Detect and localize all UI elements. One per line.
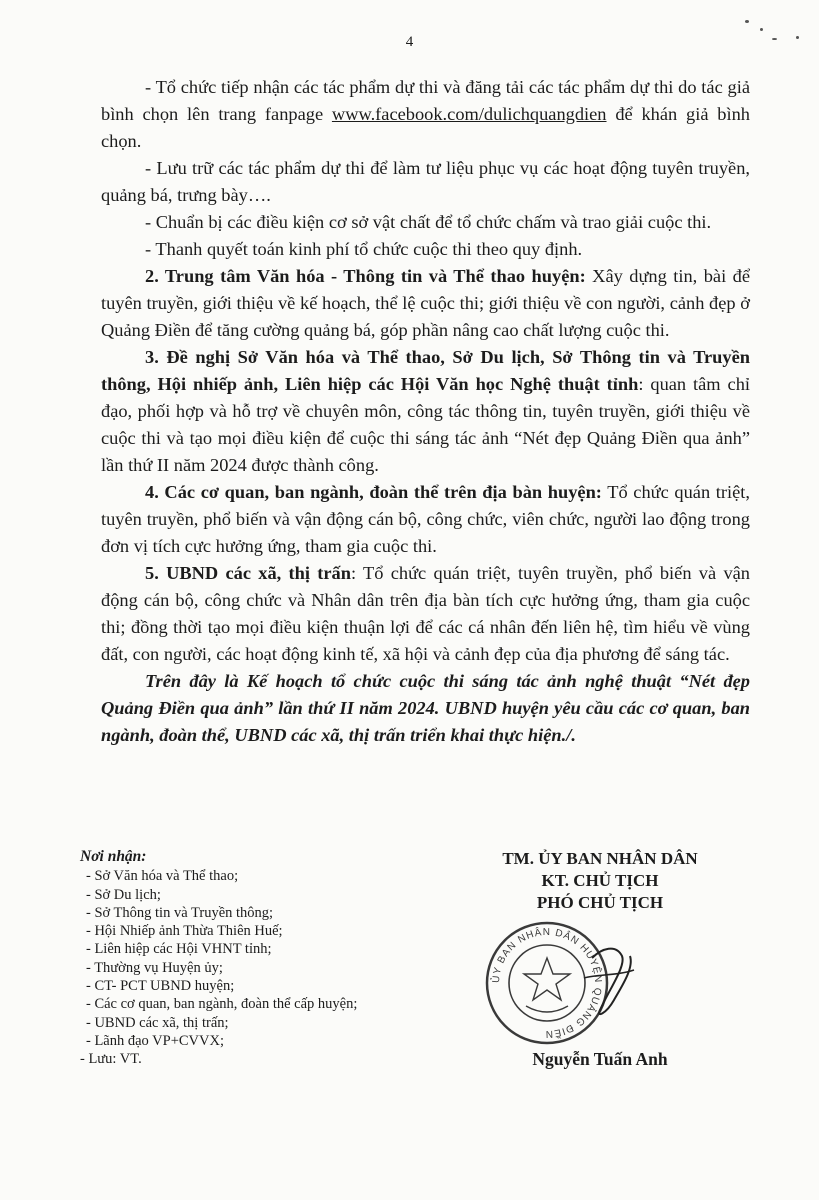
seal-text: ỦY BAN NHÂN DÂN HUYỆN QUẢNG ĐIỀN (490, 926, 604, 1040)
official-seal-and-signature (484, 918, 654, 1048)
recipient-item: - Liên hiệp các Hội VHNT tỉnh; (86, 941, 272, 958)
closing-paragraph: Trên đây là Kế hoạch tổ chức cuộc thi sáng tác ảnh nghệ thuật “Nét đẹp Quảng Điền qua ảnh” lần thứ II năm 2024. UBND huyện yêu cầu các cơ quan, ban ngành, đoàn thể, UBND các xã, thị trấn triển khai thực hiện./. (101, 671, 750, 745)
paragraph-item-3 (101, 344, 750, 479)
paragraph-heading: 3. Đề nghị Sở Văn hóa và Thể thao, Sở Du lịch, Sở Thông tin và Truyền thông, Hội nhiếp ảnh, Liên hiệp các Hội Văn học Nghệ thuật tỉnh (101, 347, 750, 394)
signature-title-block (470, 848, 730, 914)
scan-speck (745, 20, 749, 23)
recipients-heading: Nơi nhận: (80, 848, 147, 865)
recipient-item: - Thường vụ Huyện ủy; (86, 959, 223, 976)
page-number: 4 (405, 34, 414, 50)
paragraph-heading: 2. Trung tâm Văn hóa - Thông tin và Thể thao huyện: (145, 266, 586, 286)
paragraph-text: Tổ chức quán triệt, tuyên truyền, phổ biến và vận động cán bộ, công chức, viên chức, người lao động trong đơn vị tích cực hưởng ứng, tham gia cuộc thi. (101, 482, 750, 556)
signer-name: Nguyễn Tuấn Anh (532, 1049, 668, 1069)
paragraph-text: - Chuẩn bị các điều kiện cơ sở vật chất để tổ chức chấm và trao giải cuộc thi. (145, 212, 712, 232)
recipient-item: - Hội Nhiếp ảnh Thừa Thiên Huế; (86, 923, 283, 940)
paragraph-item-5 (101, 560, 750, 668)
recipient-item-archive: - Lưu: VT. (80, 1051, 142, 1068)
scan-speck (772, 38, 777, 40)
signature-line-2: KT. CHỦ TỊCH (541, 871, 659, 890)
svg-text:ỦY BAN NHÂN DÂN HUYỆN QUẢNG ĐI (489, 925, 604, 1040)
seal-icon (484, 918, 654, 1048)
paragraph-text: - Tổ chức tiếp nhận các tác phẩm dự thi và đăng tải các tác phẩm dự thi do tác giả bình chọn lên trang fanpage (101, 77, 750, 124)
paragraph-archive (101, 155, 750, 209)
recipient-item: - Sở Văn hóa và Thể thao; (86, 868, 239, 885)
paragraph-prepare (101, 209, 750, 236)
paragraph-item-2 (101, 263, 750, 344)
recipient-item: - Sở Du lịch; (86, 886, 161, 903)
paragraph-heading: 5. UBND các xã, thị trấn (145, 563, 351, 583)
recipient-item: - Lãnh đạo VP+CVVX; (86, 1032, 224, 1049)
paragraph-text: : quan tâm chỉ đạo, phối hợp và hỗ trợ về chuyên môn, công tác thông tin, tuyên truyền, giới thiệu về cuộc thi và tạo mọi điều kiện để cuộc thi sáng tác ảnh “Nét đẹp Quảng Điền qua ảnh” lần thứ II năm 2024 được thành công. (101, 374, 750, 475)
fanpage-link[interactable]: www.facebook.com/dulichquangdien (331, 104, 607, 124)
document-body (101, 74, 750, 749)
paragraph-fanpage (101, 74, 750, 155)
recipients-block (80, 848, 440, 1069)
recipient-item: - Các cơ quan, ban ngành, đoàn thể cấp huyện; (86, 996, 358, 1013)
paragraph-settlement (101, 236, 750, 263)
paragraph-text-after: để khán giả bình chọn. (101, 104, 750, 151)
paragraph-item-4 (101, 479, 750, 560)
paragraph-text: - Thanh quyết toán kinh phí tổ chức cuộc thi theo quy định. (145, 239, 583, 259)
recipient-item: - UBND các xã, thị trấn; (86, 1014, 229, 1031)
recipient-item: - Sở Thông tin và Truyền thông; (86, 904, 274, 921)
scan-speck (796, 36, 799, 39)
paragraph-text: : Tổ chức quán triệt, tuyên truyền, phổ biến và vận động cán bộ, công chức và Nhân dân trên địa bàn tích cực hưởng ứng, tham gia cuộc thi; đồng thời tạo mọi điều kiện thuận lợi để các cá nhân đến liên hệ, tìm hiểu về vùng đất, con người, các hoạt động kinh tế, xã hội và cảnh đẹp của địa phương để sáng tác. (101, 563, 750, 664)
paragraph-heading: 4. Các cơ quan, ban ngành, đoàn thể trên địa bàn huyện: (145, 482, 602, 502)
paragraph-text: Xây dựng tin, bài để tuyên truyền, giới thiệu về kế hoạch, thể lệ cuộc thi; giới thiệu về con người, cảnh đẹp ở Quảng Điền để tăng cường quảng bá, góp phần nâng cao chất lượng cuộc thi. (101, 266, 750, 340)
recipient-item: - CT- PCT UBND huyện; (86, 978, 235, 995)
paragraph-text: - Lưu trữ các tác phẩm dự thi để làm tư liệu phục vụ các hoạt động tuyên truyền, quảng bá, trưng bày…. (101, 158, 750, 205)
scan-speck (760, 28, 763, 31)
signature-line-1: TM. ỦY BAN NHÂN DÂN (502, 849, 698, 868)
recipients-list (80, 867, 440, 1068)
signature-line-3: PHÓ CHỦ TỊCH (536, 893, 664, 912)
